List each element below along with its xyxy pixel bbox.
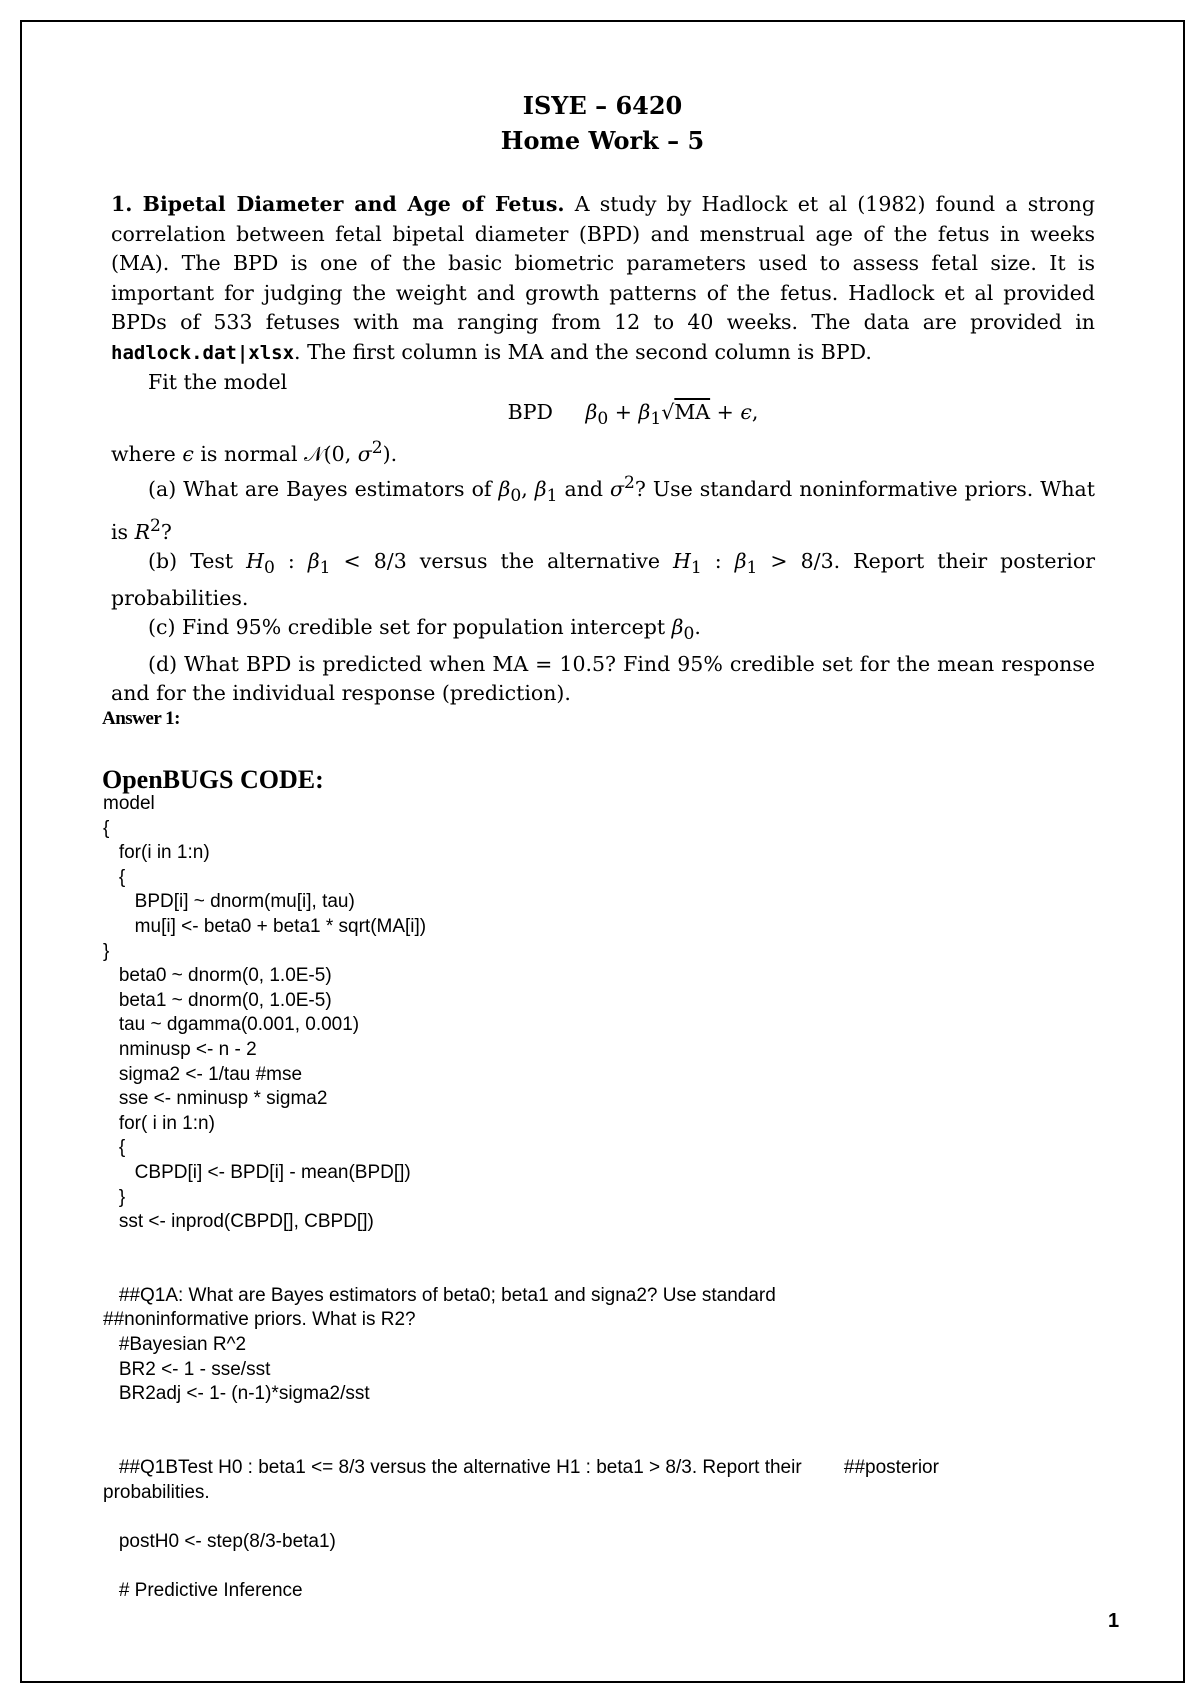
problem-number: 1. xyxy=(111,192,133,216)
problem-intro-text-b: . The first column is MA and the second column is BPD. xyxy=(294,339,872,364)
part-b: (b) Test $H_0$ : $\beta_1 < 8/3$ versus the alternative $H_1$ : $\beta_1 > 8/3$. Report their posterior probabilities. xyxy=(111,549,1096,610)
answer-heading: Answer 1: xyxy=(102,708,181,729)
problem-statement xyxy=(111,190,1095,709)
code-line xyxy=(103,1407,1093,1432)
code-line: BR2 <- 1 - sse/sst xyxy=(103,1358,271,1380)
code-line: # Predictive Inference xyxy=(103,1580,303,1601)
part-d: (d) What BPD is predicted when MA = 10.5? Find 95% credible set for the mean response and for the individual response (prediction). xyxy=(111,651,1095,706)
code-line: beta1 ~ dnorm(0, 1.0E-5) xyxy=(103,989,332,1011)
code-line: model xyxy=(103,793,155,814)
code-line: ##noninformative priors. What is R2? xyxy=(103,1309,416,1331)
code-line: mu[i] <- beta0 + beta1 * sqrt(MA[i]) xyxy=(103,915,427,937)
code-line: { xyxy=(103,866,126,888)
code-line xyxy=(103,1554,1093,1579)
code-line xyxy=(103,1431,1093,1456)
code-line xyxy=(103,1259,1093,1284)
problem-intro xyxy=(111,190,1095,368)
code-line: probabilities. xyxy=(103,1481,210,1503)
data-file-name: hadlock.dat|xlsx xyxy=(111,341,295,364)
code-line: CBPD[i] <- BPD[i] - mean(BPD[]) xyxy=(103,1161,411,1183)
model-equation: BPD $\beta_0 + \beta_1√MA + \epsilon$, xyxy=(507,399,759,429)
code-line: postH0 <- step(8/3-beta1) xyxy=(103,1530,336,1552)
code-line: nminusp <- n - 2 xyxy=(103,1038,257,1060)
homework-title: Home Work – 5 xyxy=(500,126,705,155)
code-line: { xyxy=(103,817,110,839)
code-line: ##Q1BTest H0 : beta1 <= 8/3 versus the alternative H1 : beta1 > 8/3. Report their ##posterior xyxy=(103,1457,939,1479)
code-line: sst <- inprod(CBPD[], CBPD[]) xyxy=(103,1211,374,1233)
code-line: ##Q1A: What are Bayes estimators of beta0; beta1 and signa2? Use standard xyxy=(103,1284,776,1306)
code-line: sigma2 <- 1/tau #mse xyxy=(103,1063,303,1085)
code-line: { xyxy=(103,1137,126,1159)
code-line: for(i in 1:n) xyxy=(103,842,210,864)
error-distribution-line: where ϵ is normal 𝒩(0, $\sigma^2$). xyxy=(111,438,398,466)
document-title xyxy=(20,88,1185,158)
code-line xyxy=(103,1505,1093,1530)
code-line: BPD[i] ~ dnorm(mu[i], tau) xyxy=(103,891,355,913)
part-c: (c) Find 95% credible set for population intercept $\beta_0$. xyxy=(148,615,701,645)
code-heading: OpenBUGS CODE: xyxy=(102,765,324,794)
fit-model-line: Fit the model xyxy=(148,370,288,394)
code-line: #Bayesian R^2 xyxy=(103,1334,247,1356)
course-code: ISYE – 6420 xyxy=(522,91,683,120)
code-block xyxy=(103,792,1093,1604)
code-line: BR2adj <- 1- (n-1)*sigma2/sst xyxy=(103,1383,370,1405)
code-line: } xyxy=(103,1186,126,1208)
code-line: } xyxy=(103,940,110,962)
code-line: beta0 ~ dnorm(0, 1.0E-5) xyxy=(103,965,332,987)
page-number: 1 xyxy=(1108,1610,1120,1632)
code-line: for( i in 1:n) xyxy=(103,1112,215,1134)
code-line xyxy=(103,1235,1093,1260)
problem-heading: Bipetal Diameter and Age of Fetus. xyxy=(142,192,565,216)
problem-intro-text-a: A study by Hadlock et al (1982) found a strong correlation between fetal bipetal diameter (BPD) and menstrual age of the fetus in weeks (MA). The BPD is one of the basic biometric parameters used to assess fetal size. It is important for judging the weight and growth patterns of the fetus. Hadlock et al provided BPDs of 533 fetuses with ma ranging from 12 to 40 weeks. The data are provided in xyxy=(111,192,1095,334)
code-line: sse <- nminusp * sigma2 xyxy=(103,1088,328,1110)
part-a: (a) What are Bayes estimators of $\beta_0$, $\beta_1$ and $\sigma^2$? Use standard noninformative priors. What is $R^2$? xyxy=(111,473,1095,544)
code-line: tau ~ dgamma(0.001, 0.001) xyxy=(103,1014,360,1036)
